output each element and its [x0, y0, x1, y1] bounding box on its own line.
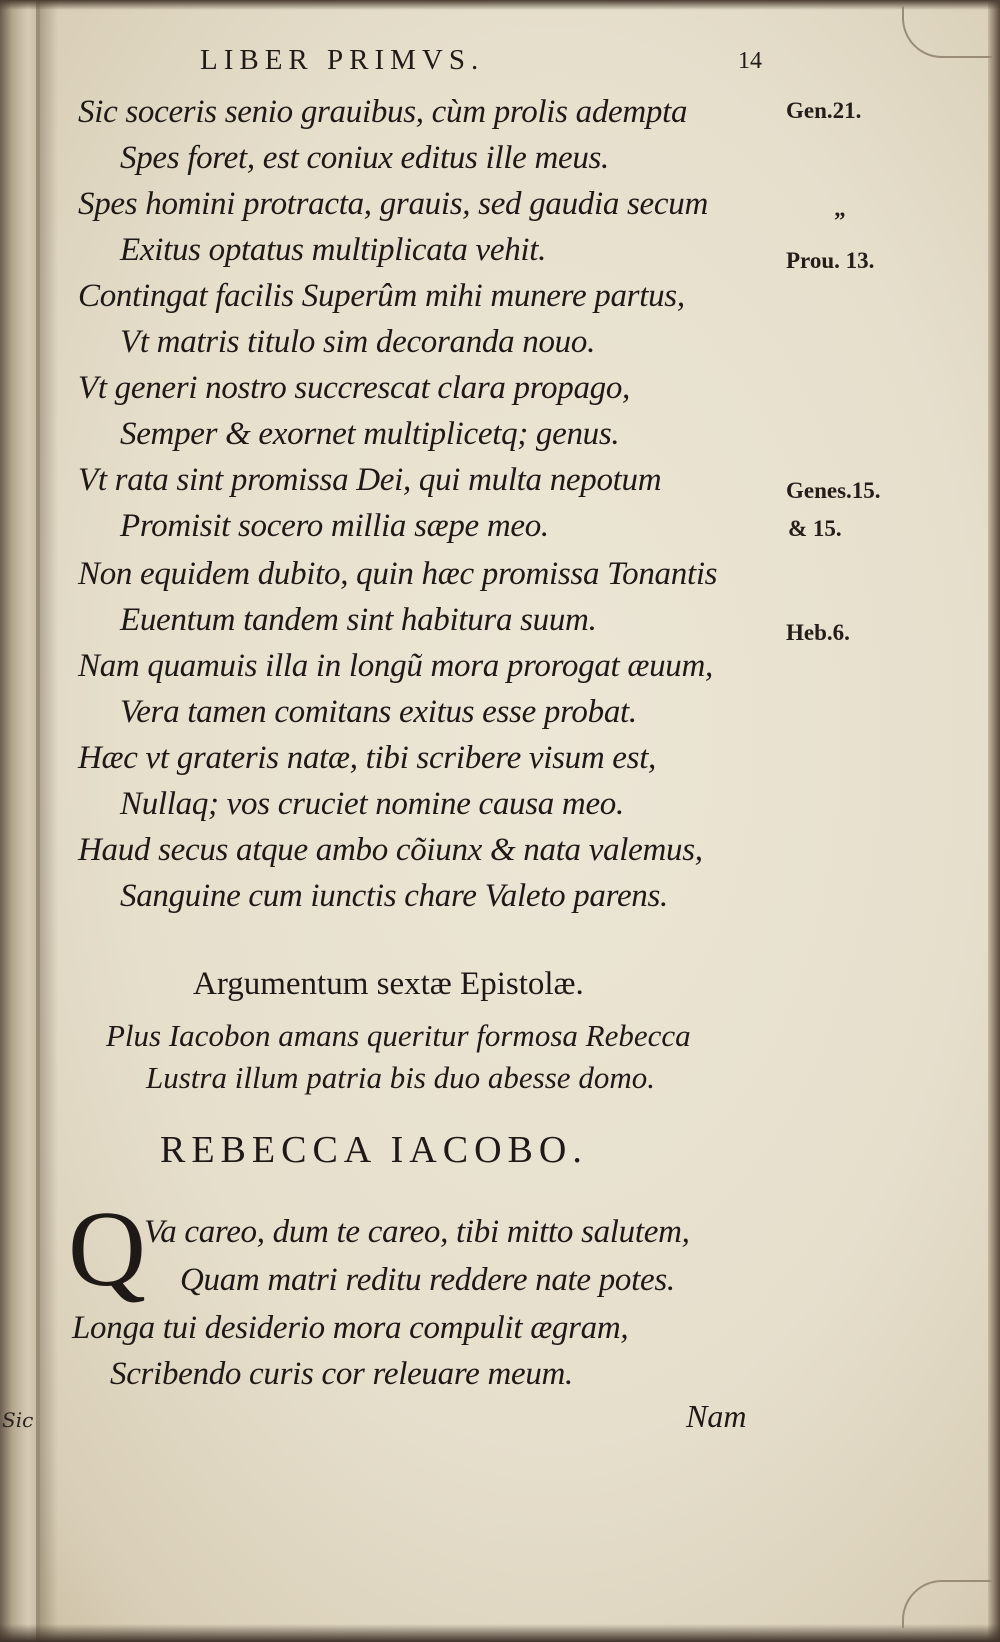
marginal-note: ” [834, 208, 846, 233]
argument-line: Lustra illum patria bis duo abesse domo. [146, 1060, 655, 1095]
page-number: 14 [738, 48, 762, 74]
gutter-shadow [36, 0, 58, 1642]
marginal-note: Genes.15. [786, 478, 881, 503]
page-bottom-edge [0, 1624, 1000, 1642]
verse-line: Exitus optatus multiplicata vehit. [120, 232, 547, 268]
verse-line: Haud secus atque ambo cõiunx & nata valemus, [78, 832, 703, 868]
page-right-edge [988, 0, 1000, 1642]
marginal-note: Prou. 13. [786, 248, 875, 273]
verse-line: Scribendo curis cor releuare meum. [110, 1356, 573, 1392]
argument-heading: Argumentum sextæ Epistolæ. [193, 966, 584, 1002]
marginal-note: Heb.6. [786, 620, 850, 645]
verse-line: Vera tamen comitans exitus esse probat. [120, 694, 637, 730]
running-head: LIBER PRIMVS. [200, 44, 485, 76]
verse-line: Semper & exornet multiplicetq; genus. [120, 416, 620, 452]
marginal-note: & 15. [788, 516, 842, 541]
verse-line: Nullaq; vos cruciet nomine causa meo. [120, 786, 624, 822]
verse-line: Nam quamuis illa in longũ mora prorogat æuum, [78, 648, 713, 684]
verse-line: Non equidem dubito, quin hæc promissa Tonantis [78, 556, 718, 592]
verse-line: Euentum tandem sint habitura suum. [120, 602, 597, 638]
verse-line: Vt generi nostro succrescat clara propago, [78, 370, 630, 406]
verse-line: Spes homini protracta, grauis, sed gaudia secum [78, 186, 708, 222]
marginal-note: Gen.21. [786, 98, 862, 123]
argument-line: Plus Iacobon amans queritur formosa Rebecca [106, 1018, 691, 1053]
page-top-edge [0, 0, 1000, 10]
epistle-title: REBECCA IACOBO. [160, 1129, 588, 1171]
verse-line: Sic soceris senio grauibus, cùm prolis adempta [78, 94, 688, 130]
facing-page-edge [0, 0, 40, 1642]
drop-cap: Q [68, 1190, 146, 1309]
verse-line: Vt rata sint promissa Dei, qui multa nepotum [78, 462, 662, 498]
catchword: Nam [686, 1398, 747, 1434]
verse-line: Hæc vt grateris natæ, tibi scribere visum est, [78, 740, 657, 776]
verse-line: Spes foret, est coniux editus ille meus. [120, 140, 610, 176]
facing-page-fragment: Sic [2, 1408, 34, 1432]
verse-line: Sanguine cum iunctis chare Valeto parens. [120, 878, 668, 914]
verse-line: Longa tui desiderio mora compulit ægram, [72, 1310, 629, 1346]
verse-line: Va careo, dum te careo, tibi mitto salutem, [144, 1214, 690, 1250]
verse-line: Promisit socero millia sæpe meo. [120, 508, 549, 544]
verse-line: Vt matris titulo sim decoranda nouo. [120, 324, 596, 360]
verse-line: Contingat facilis Superûm mihi munere partus, [78, 278, 685, 314]
verse-line: Quam matri reditu reddere nate potes. [180, 1262, 675, 1298]
